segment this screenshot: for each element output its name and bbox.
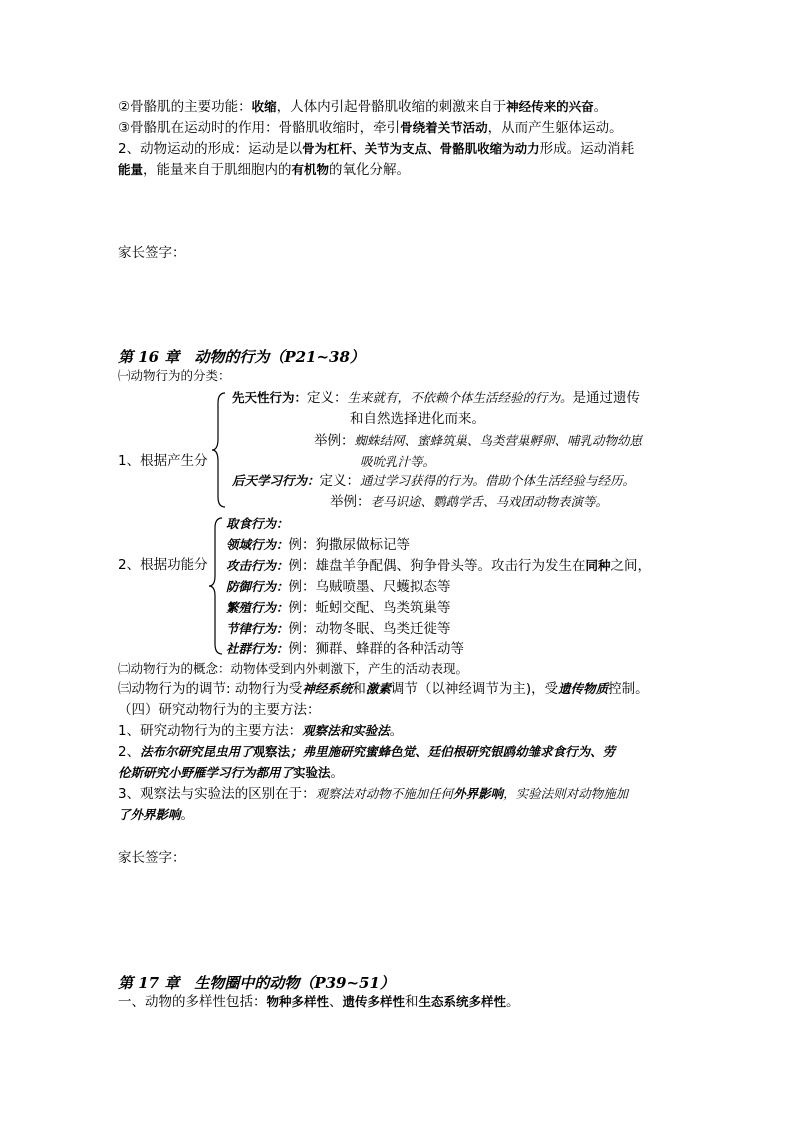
key-term: 繁殖行为： [226, 600, 289, 615]
example: 例：雄盘羊争配偶、狗争骨头等。攻击行为发生在 [288, 558, 586, 574]
text: 观察法对动物不施加任何 [315, 786, 454, 801]
key-term: 实验法 [293, 765, 331, 780]
parent-signature-label: 家长签字： [118, 850, 186, 866]
key-term: 观察法 [252, 744, 291, 759]
group-label: 2、根据功能分 [118, 557, 208, 573]
text: 调节（以神经调节为主)，受 [390, 681, 559, 697]
text-line [118, 119, 623, 137]
text: 。 [593, 99, 608, 115]
definition: 生来就有，不依赖个体生活经验的行为。 [347, 390, 573, 405]
key-term: 有机物 [291, 162, 330, 177]
parent-signature-label: 家长签字： [118, 245, 186, 261]
key-term: 生态系统多样性 [418, 994, 507, 1009]
text: ②骨骼肌的主要功能： [118, 99, 252, 115]
brace-icon [210, 391, 228, 509]
example: 例：乌贼喷墨、尺蠖拟态等 [288, 579, 451, 595]
text: 定义： [319, 473, 361, 489]
text: 举例： [330, 494, 371, 510]
behavior-item [226, 557, 651, 575]
text: 、 [329, 994, 343, 1010]
text-line [118, 993, 520, 1011]
behavior-item [226, 536, 410, 554]
example: 例：动物冬眠、鸟类迁徙等 [288, 621, 451, 637]
key-term: 取食行为： [226, 516, 289, 531]
chapter-title: 第 17 章 生物圈中的动物（P39~51） [118, 974, 395, 992]
behavior-item [226, 620, 451, 638]
text: 。 [506, 994, 520, 1010]
key-term: 攻击行为： [226, 558, 289, 573]
behavior-item [226, 578, 451, 596]
text: 和 [405, 994, 419, 1010]
text-line [232, 389, 640, 407]
key-term: 防御行为： [226, 579, 289, 594]
example: 例：狗撒尿做标记等 [288, 537, 411, 553]
key-term: 节律行为： [226, 621, 289, 636]
text-line [118, 680, 649, 698]
key-term: 先天性行为： [232, 390, 308, 405]
text: ，实验法则对动物施加 [503, 786, 629, 801]
key-term: 骨绕着关节活动 [400, 120, 488, 135]
text: 1、研究动物行为的主要方法： [118, 723, 303, 739]
text-line [118, 764, 344, 782]
example: 蜘蛛结网、蜜蜂筑巢、鸟类营巢孵卵、哺乳动物幼崽 [354, 433, 643, 448]
text: ，从而产生躯体运动。 [487, 120, 623, 136]
key-term: 遗传多样性 [342, 994, 406, 1009]
text: 是通过遗传 [572, 390, 641, 406]
key-term: 骨为杠杆、关节为支点、骨骼肌收缩为动力 [302, 141, 540, 156]
text-line: ㈡动物行为的概念：动物体受到内外刺激下，产生的活动表现。 [118, 661, 469, 676]
text-line [118, 98, 607, 116]
key-term: ；弗里施研究蜜蜂色觉、廷伯根研究银鸥幼雏求食行为、劳 [290, 744, 616, 759]
text: 。 [389, 723, 404, 739]
text-line [118, 743, 615, 761]
brace-icon [207, 516, 225, 656]
text-line [118, 722, 403, 740]
key-term: 能量 [118, 162, 144, 177]
key-term: 观察法和实验法 [302, 723, 390, 738]
definition: 通过学习获得的行为。借助个体生活经验与经历。 [360, 473, 636, 488]
text: ，能量来自于肌细胞内的 [143, 162, 292, 178]
text: 控制。 [608, 681, 649, 697]
text-line [118, 161, 410, 179]
key-term: 物种多样性 [266, 994, 330, 1009]
text: 和 [352, 681, 366, 697]
key-term: 收缩 [251, 99, 277, 114]
text: 之间， [610, 558, 652, 574]
example: 例：蚯蚓交配、鸟类筑巢等 [288, 600, 451, 616]
text: ㈢动物行为的调节: 动物行为受 [118, 681, 303, 697]
key-term: 法布尔研究昆虫用了 [140, 744, 253, 759]
key-term: 神经系统 [302, 681, 353, 696]
section-heading: ㈠动物行为的分类： [118, 368, 231, 383]
behavior-item [226, 515, 289, 533]
text: 2、 [118, 744, 141, 760]
text: ，人体内引起骨骼肌收缩的刺激来自于 [276, 99, 507, 115]
example: 例：狮群、蜂群的各种活动等 [288, 641, 465, 657]
text-line [118, 806, 194, 824]
text-line [330, 493, 608, 511]
text-line [360, 453, 435, 471]
text-line [118, 140, 634, 158]
text: 2、动物运动的形成：运动是以 [118, 141, 303, 157]
text: 3、观察法与实验法的区别在于： [118, 786, 316, 802]
behavior-item [226, 599, 451, 617]
text-line [118, 785, 628, 803]
key-term: 遗传物质 [558, 681, 609, 696]
key-term: 领域行为： [226, 537, 289, 552]
example: 老马识途、鹦鹉学舌、马戏团动物表演等。 [370, 494, 609, 509]
example: 吸吮乳汁等。 [360, 454, 436, 469]
key-term: 神经传来的兴奋 [506, 99, 594, 114]
text-line [232, 472, 635, 490]
text: 定义： [307, 390, 348, 406]
text: 。 [330, 765, 345, 781]
key-term: 了外界影响 [118, 807, 181, 822]
text-line: 和自然选择进化而来。 [350, 411, 485, 427]
key-term: 外界影响 [453, 786, 504, 801]
group-label: 1、根据产生分 [118, 453, 208, 469]
text: 一、动物的多样性包括： [118, 994, 267, 1010]
key-term: 激素 [365, 681, 391, 696]
key-term: 同种 [585, 558, 611, 573]
text: 的氧化分解。 [329, 162, 411, 178]
chapter-title: 第 16 章 动物的行为（P21~38） [118, 348, 365, 366]
section-heading: （四）研究动物行为的主要方法： [118, 702, 321, 718]
text: 形成。运动消耗 [539, 141, 635, 157]
text-line [314, 432, 642, 450]
key-term: 伦斯研究小野雁学习行为都用了 [118, 765, 294, 780]
text: 举例： [314, 433, 355, 449]
behavior-item [226, 640, 464, 658]
key-term: 社群行为： [226, 641, 289, 656]
text: 。 [180, 807, 195, 823]
key-term: 后天学习行为： [232, 473, 320, 488]
text: ③骨骼肌在运动时的作用：骨骼肌收缩时，牵引 [118, 120, 401, 136]
